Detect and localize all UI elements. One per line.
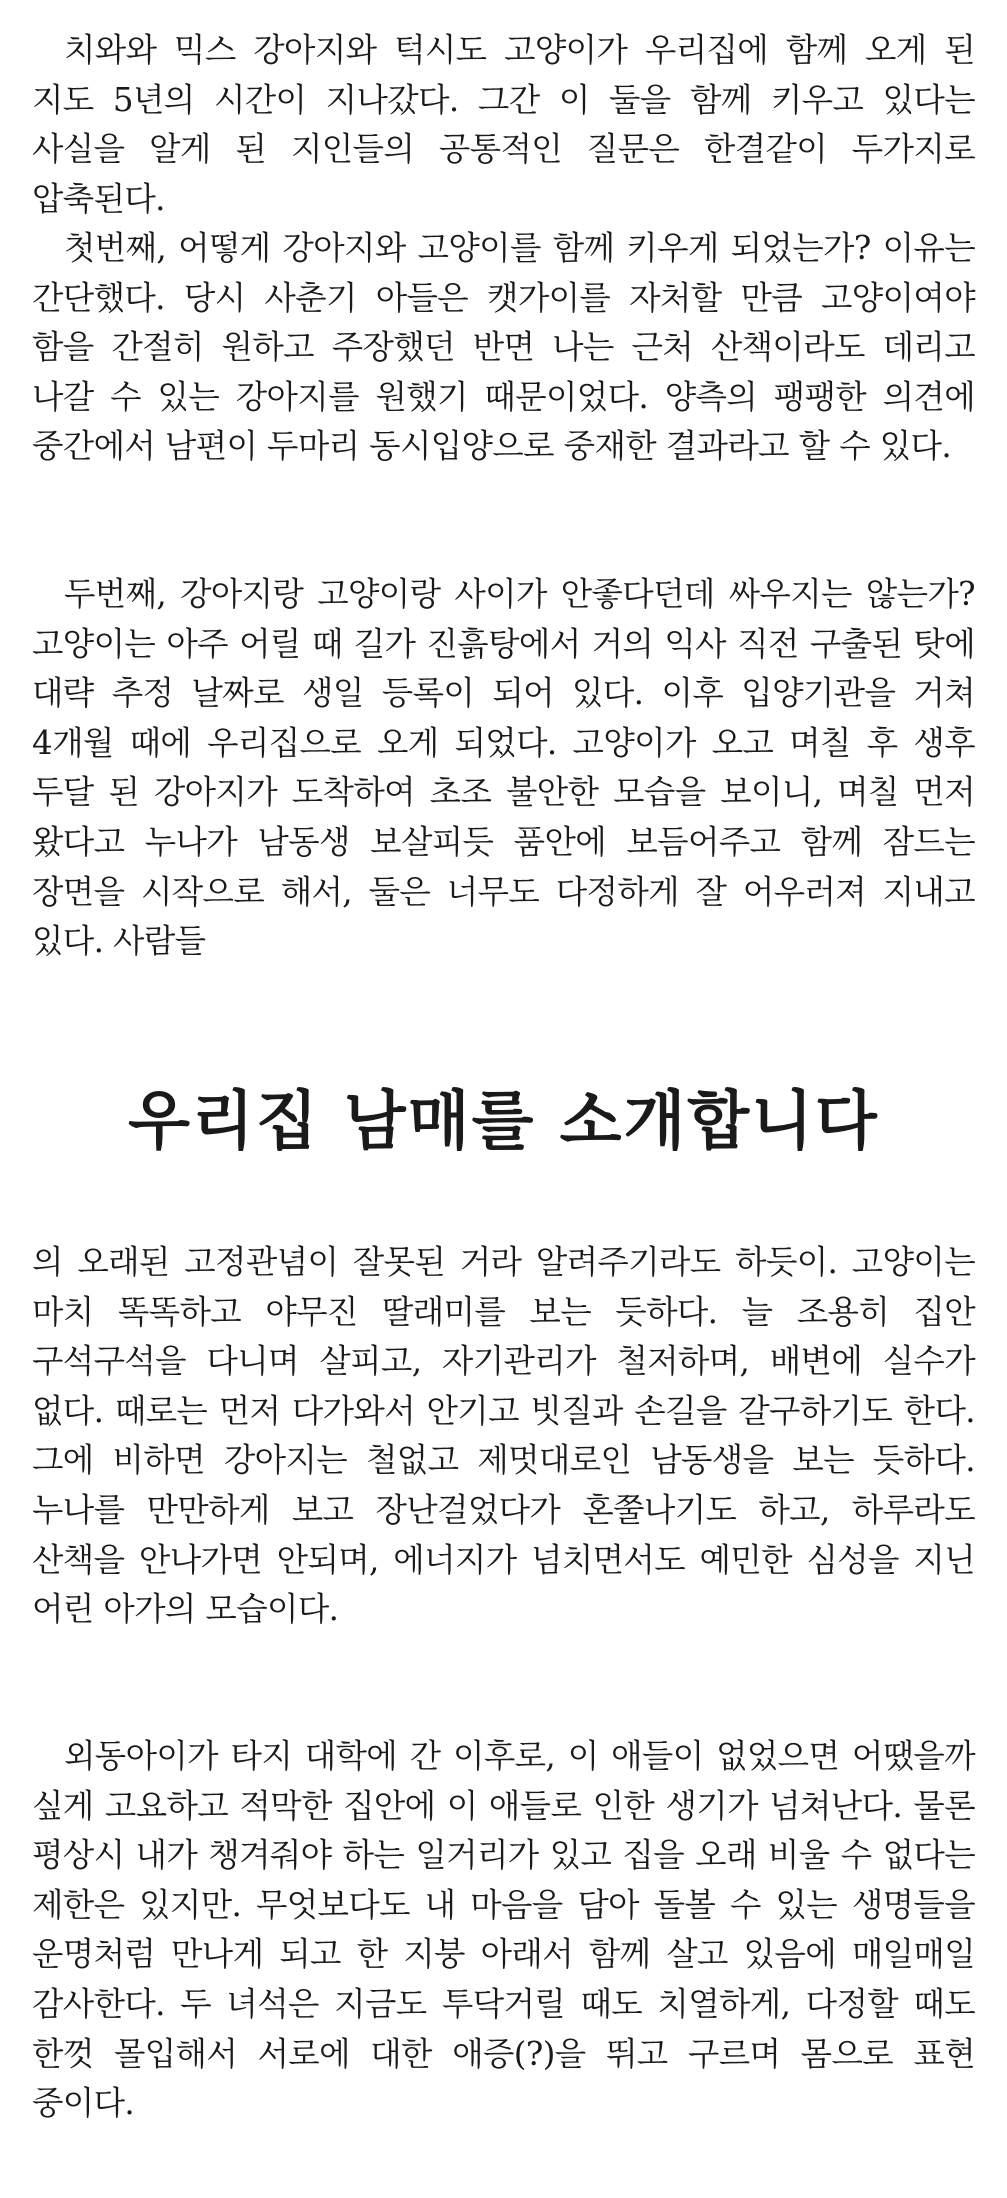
- paragraph-closing: [32, 1732, 975, 2129]
- paragraph-question-two: [32, 570, 975, 967]
- paragraph-text: 치와와 믹스 강아지와 턱시도 고양이가 우리집에 함께 오게 된 지도 5년의 시간이 지나갔다. 그간 이 둘을 함께 키우고 있다는 사실을 알게 된 지인들의 공통적인 질문은 한결같이 두가지로 압축된다.: [32, 31, 975, 218]
- article-headline: 우리집 남매를 소개합니다: [128, 1085, 879, 1159]
- paragraph-text: 첫번째, 어떻게 강아지와 고양이를 함께 키우게 되었는가? 이유는 간단했다. 당시 사춘기 아들은 캣가이를 자처할 만큼 고양이여야 함을 간절히 원하고 주장했던 반면 나는 근처 산책이라도 데리고 나갈 수 있는 강아지를 원했기 때문이었다. 양측의 팽팽한 의견에 중간에서 남편이 두마리 동시입양으로 중재한 결과라고 할 수 있다.: [32, 229, 975, 466]
- paragraph-continuation: [32, 1238, 975, 1635]
- paragraph-text: 두번째, 강아지랑 고양이랑 사이가 안좋다던데 싸우지는 않는가? 고양이는 아주 어릴 때 길가 진흙탕에서 거의 익사 직전 구출된 탓에 대략 추정 날짜로 생일 등록이 되어 있다. 이후 입양기관을 거쳐 4개월 때에 우리집으로 오게 되었다. 고양이가 오고 며칠 후 생후 두달 된 강아지가 도착하여 초조 불안한 모습을 보이니, 며칠 먼저 왔다고 누나가 남동생 보살피듯 품안에 보듬어주고 함께 잠드는 장면을 시작으로 해서, 둘은 너무도 다정하게 잘 어우러져 지내고 있다. 사람들: [32, 575, 975, 961]
- paragraph-text: 외동아이가 타지 대학에 간 이후로, 이 애들이 없었으면 어땠을까 싶게 고요하고 적막한 집안에 이 애들로 인한 생기가 넘쳐난다. 물론 평상시 내가 챙겨줘야 하는 일거리가 있고 집을 오래 비울 수 없다는 제한은 있지만. 무엇보다도 내 마음을 담아 돌볼 수 있는 생명들을 운명처럼 만나게 되고 한 지붕 아래서 함께 살고 있음에 매일매일 감사한다. 두 녀석은 지금도 투닥거릴 때도 치열하게, 다정할 때도 한껏 몰입해서 서로에 대한 애증(?)을 뛰고 구르며 몸으로 표현 중이다.: [32, 1737, 975, 2123]
- paragraph-intro: [32, 26, 975, 224]
- paragraph-text: 의 오래된 고정관념이 잘못된 거라 알려주기라도 하듯이. 고양이는 마치 똑똑하고 야무진 딸래미를 보는 듯하다. 늘 조용히 집안 구석구석을 다니며 살피고, 자기관리가 철저하며, 배변에 실수가 없다. 때로는 먼저 다가와서 안기고 빗질과 손길을 갈구하기도 한다. 그에 비하면 강아지는 철없고 제멋대로인 남동생을 보는 듯하다. 누나를 만만하게 보고 장난걸었다가 혼쭐나기도 하고, 하루라도 산책을 안나가면 안되며, 에너지가 넘치면서도 예민한 심성을 지닌 어린 아가의 모습이다.: [32, 1243, 975, 1629]
- paragraph-question-one: [32, 224, 975, 472]
